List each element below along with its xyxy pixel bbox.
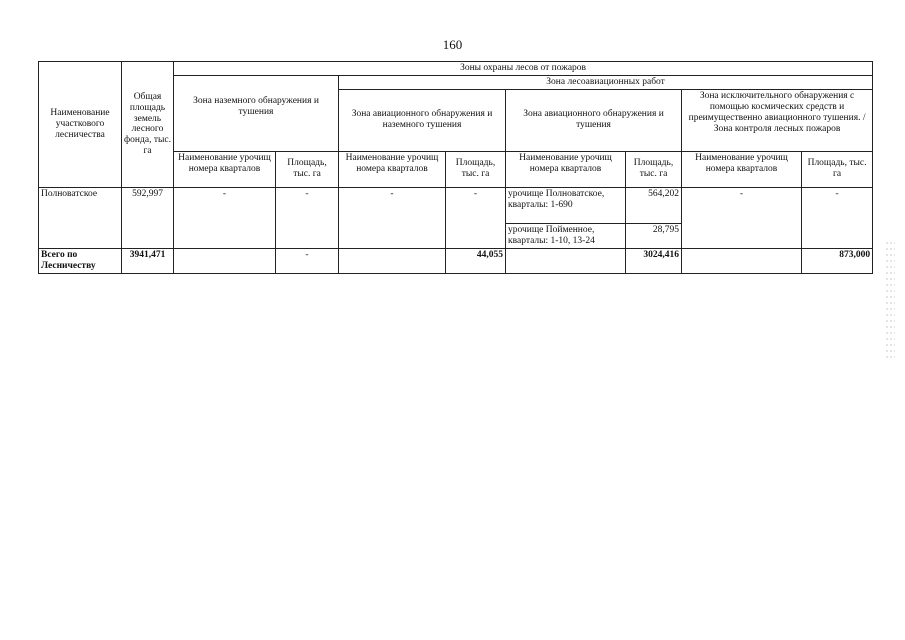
tract-poimennoe: урочище Пойменное, кварталы: 1-10, 13-24 xyxy=(506,223,626,248)
header-avia-ground-names: Наименование урочищ номера кварталов xyxy=(339,151,446,187)
header-aviation-detect-suppress: Зона авиационного обнаружения и тушения xyxy=(506,89,682,151)
header-ground-names: Наименование урочищ номера кварталов xyxy=(174,151,276,187)
header-exclusive-names: Наименование урочищ номера кварталов xyxy=(682,151,802,187)
header-fire-zones: Зоны охраны лесов от пожаров xyxy=(174,62,873,76)
total-ground-area: - xyxy=(276,248,339,273)
header-avia-names: Наименование урочищ номера кварталов xyxy=(506,151,626,187)
header-ground-zone: Зона наземного обнаружения и тушения xyxy=(174,75,339,151)
scan-noise xyxy=(885,240,895,360)
header-aviation-detect-ground-suppress: Зона авиационного обнаружения и наземного тушения xyxy=(339,89,506,151)
total-avia-ground-area: 44,055 xyxy=(446,248,506,273)
header-total-area: Общая площадь земель лесного фонда, тыс. га xyxy=(122,62,174,188)
ground-area: - xyxy=(276,187,339,248)
header-ground-area: Площадь, тыс. га xyxy=(276,151,339,187)
avia-ground-area: - xyxy=(446,187,506,248)
fire-zones-table xyxy=(38,61,873,274)
exclusive-names: - xyxy=(682,187,802,248)
header-exclusive-area: Площадь, тыс. га xyxy=(802,151,873,187)
district-name: Полноватское xyxy=(39,187,122,248)
exclusive-area: - xyxy=(802,187,873,248)
header-aviation-works: Зона лесоавиационных работ xyxy=(339,75,873,89)
ground-names: - xyxy=(174,187,276,248)
header-exclusive-zone: Зона исключительного обнаружения с помощью космических средств и преимущественно авиационного тушения. / Зона контроля лесных пожаров xyxy=(682,89,873,151)
tract-polnovatskoe-area: 564,202 xyxy=(626,187,682,223)
total-avia-names xyxy=(506,248,626,273)
page-number: 160 xyxy=(442,37,463,52)
header-avia-area: Площадь, тыс. га xyxy=(626,151,682,187)
tract-polnovatskoe: урочище Полноватское, кварталы: 1-690 xyxy=(506,187,626,223)
total-ground-names xyxy=(174,248,276,273)
total-exclusive-area: 873,000 xyxy=(802,248,873,273)
tract-poimennoe-area: 28,795 xyxy=(626,223,682,248)
total-avia-ground-names xyxy=(339,248,446,273)
header-avia-ground-area: Площадь, тыс. га xyxy=(446,151,506,187)
district-total: 592,997 xyxy=(122,187,174,248)
total-row-area: 3941,471 xyxy=(122,248,174,273)
total-exclusive-names xyxy=(682,248,802,273)
total-row-label: Всего по Лесничеству xyxy=(39,248,122,273)
avia-ground-names: - xyxy=(339,187,446,248)
header-district-name: Наименование участкового лесничества xyxy=(39,62,122,188)
total-avia-area: 3024,416 xyxy=(626,248,682,273)
